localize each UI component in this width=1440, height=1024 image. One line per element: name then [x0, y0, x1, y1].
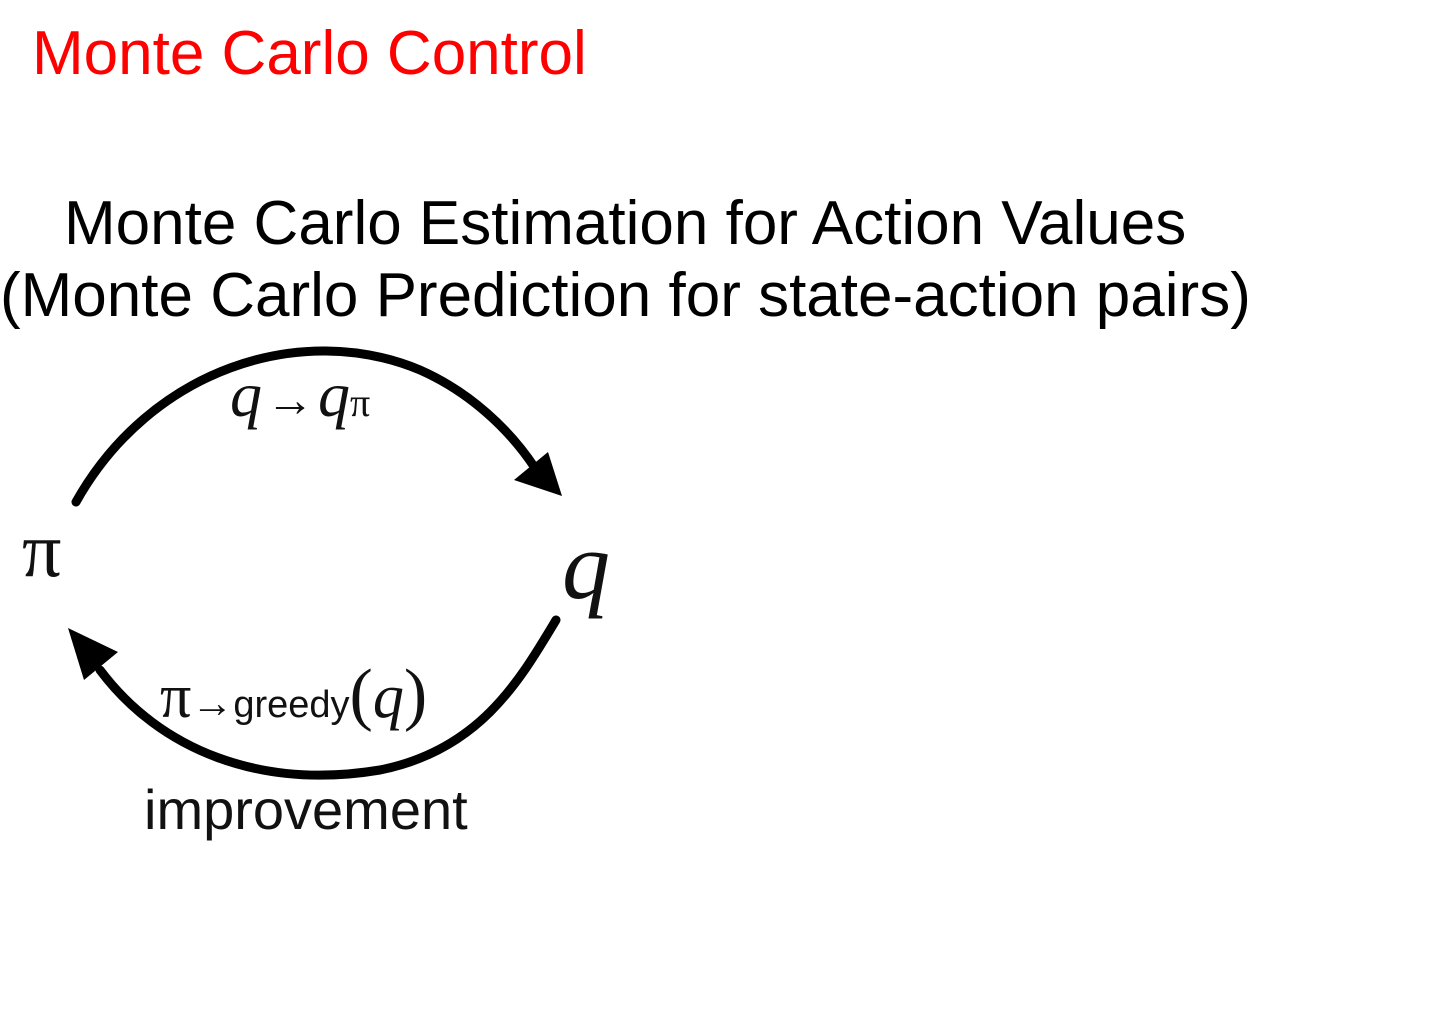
heading-line-2: (Monte Carlo Prediction for state-action pairs) — [0, 261, 1251, 330]
gpi-cycle-diagram — [0, 330, 700, 870]
evaluation-rhs-subscript: π — [350, 380, 371, 425]
evaluation-label — [230, 360, 370, 438]
improvement-lhs: π — [160, 663, 192, 731]
slide-title: Monte Carlo Control — [32, 19, 587, 88]
evaluation-lhs: q — [230, 359, 262, 430]
slide-heading — [0, 188, 1300, 332]
improvement-close-paren: ) — [403, 656, 428, 733]
heading-line-1: Monte Carlo Estimation for Action Values — [64, 189, 1187, 258]
improvement-caption: improvement — [144, 778, 468, 841]
evaluation-arrow-symbol: → — [266, 374, 314, 427]
improvement-open-paren: ( — [349, 656, 373, 733]
evaluation-arrowhead — [514, 452, 562, 496]
improvement-arrowhead — [68, 628, 118, 680]
improvement-label — [160, 656, 428, 740]
improvement-arg: q — [372, 663, 404, 731]
policy-node: π — [22, 506, 62, 593]
evaluation-rhs: q — [318, 359, 350, 430]
value-node: q — [562, 512, 610, 619]
improvement-arrow-symbol: → — [191, 681, 234, 727]
improvement-func: greedy — [233, 684, 350, 726]
